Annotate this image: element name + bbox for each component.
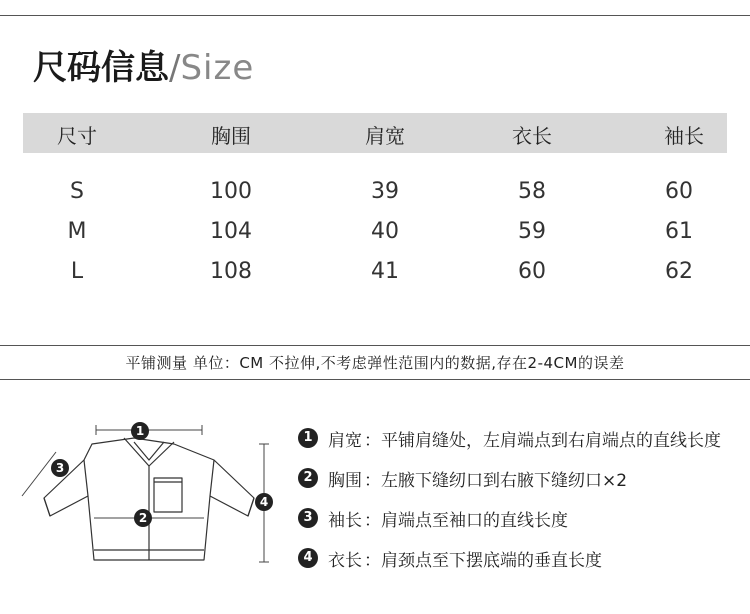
cell-chest: 104 bbox=[210, 219, 252, 244]
legend-description: 平铺肩缝处，左肩端点到右肩端点的直线长度 bbox=[381, 430, 721, 451]
svg-text:2: 2 bbox=[138, 511, 148, 525]
legend-description: 左腋下缝纫口到右腋下缝纫口×2 bbox=[381, 470, 628, 491]
legend-item-length bbox=[298, 538, 746, 578]
cell-size: L bbox=[70, 259, 84, 284]
number-1-icon: 1 bbox=[298, 428, 318, 448]
cell-shoulder: 39 bbox=[371, 179, 399, 204]
header-shoulder: 肩宽 bbox=[365, 124, 405, 148]
cell-shoulder: 41 bbox=[371, 259, 399, 284]
header-sleeve: 袖长 bbox=[664, 124, 704, 148]
cell-length: 60 bbox=[518, 259, 546, 284]
cell-sleeve: 61 bbox=[665, 219, 693, 244]
cell-chest: 108 bbox=[210, 259, 252, 284]
legend-term: 衣长 bbox=[328, 550, 362, 571]
title-english: Size bbox=[180, 48, 255, 88]
marker-2-icon bbox=[134, 509, 152, 527]
legend-description: 肩颈点至下摆底端的垂直长度 bbox=[381, 550, 602, 571]
cell-length: 59 bbox=[518, 219, 546, 244]
table-row bbox=[23, 213, 727, 253]
measurement-note: 平铺测量 单位：CM 不拉伸,不考虑弹性范围内的数据,存在2-4CM的误差 bbox=[125, 354, 625, 372]
top-divider bbox=[0, 15, 750, 16]
marker-4-icon bbox=[255, 493, 273, 511]
legend-separator: ： bbox=[364, 430, 381, 451]
cell-shoulder: 40 bbox=[371, 219, 399, 244]
legend-item-shoulder bbox=[298, 418, 746, 458]
table-row bbox=[23, 173, 727, 213]
legend-item-sleeve bbox=[298, 498, 746, 538]
svg-text:4: 4 bbox=[259, 495, 269, 509]
svg-text:1: 1 bbox=[135, 424, 145, 438]
marker-3-icon bbox=[51, 459, 69, 477]
number-2-icon: 2 bbox=[298, 468, 318, 488]
cell-size: S bbox=[70, 179, 84, 204]
svg-text:3: 3 bbox=[55, 461, 65, 475]
legend-term: 袖长 bbox=[328, 510, 362, 531]
legend-item-chest bbox=[298, 458, 746, 498]
marker-1-icon bbox=[131, 422, 149, 440]
title-separator: / bbox=[169, 48, 181, 88]
title-chinese: 尺码信息 bbox=[33, 48, 169, 88]
note-top-divider bbox=[0, 345, 750, 346]
size-table bbox=[23, 113, 727, 293]
cell-size: M bbox=[67, 219, 87, 244]
legend-separator: ： bbox=[364, 470, 381, 491]
number-4-icon: 4 bbox=[298, 548, 318, 568]
header-chest: 胸围 bbox=[211, 124, 251, 148]
cell-sleeve: 62 bbox=[665, 259, 693, 284]
cell-sleeve: 60 bbox=[665, 179, 693, 204]
page-title bbox=[33, 46, 254, 90]
measurement-legend bbox=[298, 418, 746, 578]
legend-separator: ： bbox=[364, 550, 381, 571]
header-length: 衣长 bbox=[512, 124, 552, 148]
table-row bbox=[23, 253, 727, 293]
legend-term: 肩宽 bbox=[328, 430, 362, 451]
number-3-icon: 3 bbox=[298, 508, 318, 528]
header-size: 尺寸 bbox=[57, 124, 97, 148]
cell-chest: 100 bbox=[210, 179, 252, 204]
legend-term: 胸围 bbox=[328, 470, 362, 491]
note-bottom-divider bbox=[0, 379, 750, 380]
legend-description: 肩端点至袖口的直线长度 bbox=[381, 510, 568, 531]
jacket-outline-icon bbox=[14, 412, 284, 584]
size-table-header bbox=[23, 113, 727, 153]
cell-length: 58 bbox=[518, 179, 546, 204]
legend-separator: ： bbox=[364, 510, 381, 531]
